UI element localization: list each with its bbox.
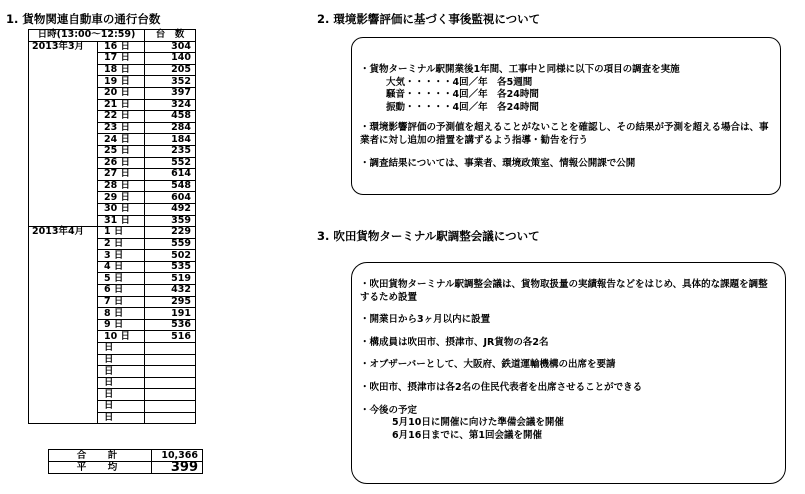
month-cell <box>29 134 98 146</box>
count-cell: 397 <box>145 87 196 99</box>
day-cell: 5 日 <box>98 273 145 285</box>
count-cell: 324 <box>145 99 196 111</box>
monitoring-item: ・貨物ターミナル駅開業後1年間、工事中と同様に以下の項目の調査を実施 <box>360 64 680 75</box>
count-cell: 140 <box>145 53 196 65</box>
count-cell: 205 <box>145 64 196 76</box>
day-cell: 日 <box>98 343 145 355</box>
monitoring-item: ・環境影響評価の予測値を超えることがないことを確認し、その結果が予測を超える場合は、事業者に対し追加の措置を講ずるよう指導・勧告を行う <box>360 122 769 146</box>
day-cell: 16 日 <box>98 41 145 53</box>
month-cell <box>29 296 98 308</box>
table-row <box>29 401 196 413</box>
day-cell: 27 日 <box>98 169 145 181</box>
day-cell: 9 日 <box>98 319 145 331</box>
table-row <box>29 343 196 355</box>
day-cell: 17 日 <box>98 53 145 65</box>
header-datetime: 日時(13:00～12:59) <box>29 30 145 42</box>
meeting-item: ・開業日から3ヶ月以内に設置 <box>360 314 491 326</box>
day-cell: 日 <box>98 389 145 401</box>
count-cell <box>145 377 196 389</box>
month-cell <box>29 389 98 401</box>
average-value: 399 <box>152 462 203 474</box>
average-label: 平 均 <box>49 462 152 474</box>
table-row <box>29 389 196 401</box>
total-label: 合 計 <box>49 450 152 462</box>
count-cell: 458 <box>145 111 196 123</box>
count-cell: 559 <box>145 238 196 250</box>
table-row <box>29 319 196 331</box>
monitoring-item: ・調査結果については、事業者、環境政策室、情報公開課で公開 <box>360 157 636 169</box>
table-row <box>29 203 196 215</box>
month-cell <box>29 180 98 192</box>
month-cell <box>29 64 98 76</box>
section1-title: 1. 貨物関連自動車の通行台数 <box>6 12 161 26</box>
month-cell <box>29 87 98 99</box>
count-cell: 295 <box>145 296 196 308</box>
day-cell: 日 <box>98 401 145 413</box>
count-cell: 492 <box>145 203 196 215</box>
table-row <box>29 169 196 181</box>
table-row <box>29 412 196 424</box>
day-cell: 31 日 <box>98 215 145 227</box>
month-cell <box>29 401 98 413</box>
month-cell <box>29 273 98 285</box>
count-cell: 359 <box>145 215 196 227</box>
day-cell: 1 日 <box>98 227 145 239</box>
count-cell: 184 <box>145 134 196 146</box>
table-row <box>29 122 196 134</box>
month-cell <box>29 308 98 320</box>
count-cell <box>145 343 196 355</box>
count-cell <box>145 412 196 424</box>
day-cell: 26 日 <box>98 157 145 169</box>
monitoring-noise: 騒音・・・・・4回／年 各24時間 <box>386 89 539 101</box>
average-row <box>49 462 203 474</box>
table-row <box>29 238 196 250</box>
day-cell: 10 日 <box>98 331 145 343</box>
count-cell <box>145 401 196 413</box>
month-label: 2013年3月 <box>29 41 98 53</box>
day-cell: 2 日 <box>98 238 145 250</box>
count-cell: 536 <box>145 319 196 331</box>
table-row <box>29 134 196 146</box>
summary-table <box>48 449 203 474</box>
month-cell <box>29 285 98 297</box>
table-row <box>29 366 196 378</box>
table-row <box>29 53 196 65</box>
month-cell <box>29 343 98 355</box>
month-cell <box>29 53 98 65</box>
count-cell: 502 <box>145 250 196 262</box>
month-cell <box>29 261 98 273</box>
count-cell: 352 <box>145 76 196 88</box>
day-cell: 日 <box>98 412 145 424</box>
month-cell <box>29 157 98 169</box>
table-row <box>29 64 196 76</box>
count-cell: 548 <box>145 180 196 192</box>
count-cell: 519 <box>145 273 196 285</box>
count-cell: 235 <box>145 145 196 157</box>
meeting-item: ・構成員は吹田市、摂津市、JR貨物の各2名 <box>360 336 549 348</box>
meeting-item: ・オブザーバーとして、大阪府、鉄道運輸機構の出席を要請 <box>360 359 616 371</box>
table-row <box>29 261 196 273</box>
day-cell: 日 <box>98 354 145 366</box>
month-cell <box>29 238 98 250</box>
count-cell: 552 <box>145 157 196 169</box>
day-cell: 24 日 <box>98 134 145 146</box>
traffic-count-table <box>28 29 196 424</box>
table-row <box>29 76 196 88</box>
count-cell: 516 <box>145 331 196 343</box>
table-row <box>29 308 196 320</box>
count-cell: 191 <box>145 308 196 320</box>
day-cell: 28 日 <box>98 180 145 192</box>
section3-title: 3. 吹田貨物ターミナル駅調整会議について <box>317 229 540 243</box>
day-cell: 20 日 <box>98 87 145 99</box>
day-cell: 7 日 <box>98 296 145 308</box>
month-cell <box>29 192 98 204</box>
table-row <box>29 111 196 123</box>
month-cell <box>29 250 98 262</box>
table-row <box>29 227 196 239</box>
month-cell <box>29 331 98 343</box>
day-cell: 18 日 <box>98 64 145 76</box>
table-row <box>29 273 196 285</box>
table-row <box>29 250 196 262</box>
day-cell: 25 日 <box>98 145 145 157</box>
count-cell <box>145 354 196 366</box>
total-value: 10,366 <box>152 450 203 462</box>
day-cell: 6 日 <box>98 285 145 297</box>
month-label: 2013年4月 <box>29 227 98 239</box>
table-row <box>29 87 196 99</box>
day-cell: 23 日 <box>98 122 145 134</box>
meeting-box <box>351 262 786 484</box>
monitoring-vibration: 振動・・・・・4回／年 各24時間 <box>386 101 539 113</box>
month-cell <box>29 366 98 378</box>
section2-title: 2. 環境影響評価に基づく事後監視について <box>317 12 541 26</box>
day-cell: 19 日 <box>98 76 145 88</box>
table-row <box>29 296 196 308</box>
day-cell: 日 <box>98 377 145 389</box>
month-cell <box>29 354 98 366</box>
meeting-item: ・吹田貨物ターミナル駅調整会議は、貨物取扱量の実績報告などをはじめ、具体的な課題を調整するため設置 <box>360 279 768 303</box>
month-cell <box>29 203 98 215</box>
month-cell <box>29 122 98 134</box>
meeting-item: ・吹田市、摂津市は各2名の住民代表者を出席させることができる <box>360 381 643 393</box>
table-row <box>29 99 196 111</box>
table-row <box>29 377 196 389</box>
count-cell <box>145 366 196 378</box>
table-row <box>29 180 196 192</box>
month-cell <box>29 412 98 424</box>
month-cell <box>29 76 98 88</box>
meeting-schedule-item: 5月10日に開催に向けた準備会議を開催 <box>392 417 564 429</box>
month-cell <box>29 145 98 157</box>
count-cell <box>145 389 196 401</box>
count-cell: 604 <box>145 192 196 204</box>
table-row <box>29 192 196 204</box>
table-row <box>29 157 196 169</box>
day-cell: 21 日 <box>98 99 145 111</box>
table-row <box>29 41 196 53</box>
count-cell: 229 <box>145 227 196 239</box>
meeting-schedule-heading: ・今後の予定 <box>360 404 418 416</box>
monitoring-air: 大気・・・・・4回／年 各5週間 <box>386 76 533 88</box>
meeting-schedule-item: 6月16日までに、第1回会議を開催 <box>392 429 542 441</box>
count-cell: 284 <box>145 122 196 134</box>
table-row <box>29 354 196 366</box>
month-cell <box>29 377 98 389</box>
month-cell <box>29 215 98 227</box>
table-row <box>29 145 196 157</box>
day-cell: 3 日 <box>98 250 145 262</box>
month-cell <box>29 319 98 331</box>
day-cell: 日 <box>98 366 145 378</box>
day-cell: 30 日 <box>98 203 145 215</box>
count-cell: 614 <box>145 169 196 181</box>
day-cell: 22 日 <box>98 111 145 123</box>
monitoring-box <box>351 37 781 195</box>
day-cell: 8 日 <box>98 308 145 320</box>
count-cell: 535 <box>145 261 196 273</box>
month-cell <box>29 111 98 123</box>
table-row <box>29 285 196 297</box>
table-row <box>29 331 196 343</box>
table-header-row <box>29 30 196 42</box>
day-cell: 29 日 <box>98 192 145 204</box>
month-cell <box>29 99 98 111</box>
month-cell <box>29 169 98 181</box>
count-cell: 432 <box>145 285 196 297</box>
day-cell: 4 日 <box>98 261 145 273</box>
count-cell: 304 <box>145 41 196 53</box>
table-row <box>29 215 196 227</box>
header-count: 台 数 <box>145 30 196 42</box>
